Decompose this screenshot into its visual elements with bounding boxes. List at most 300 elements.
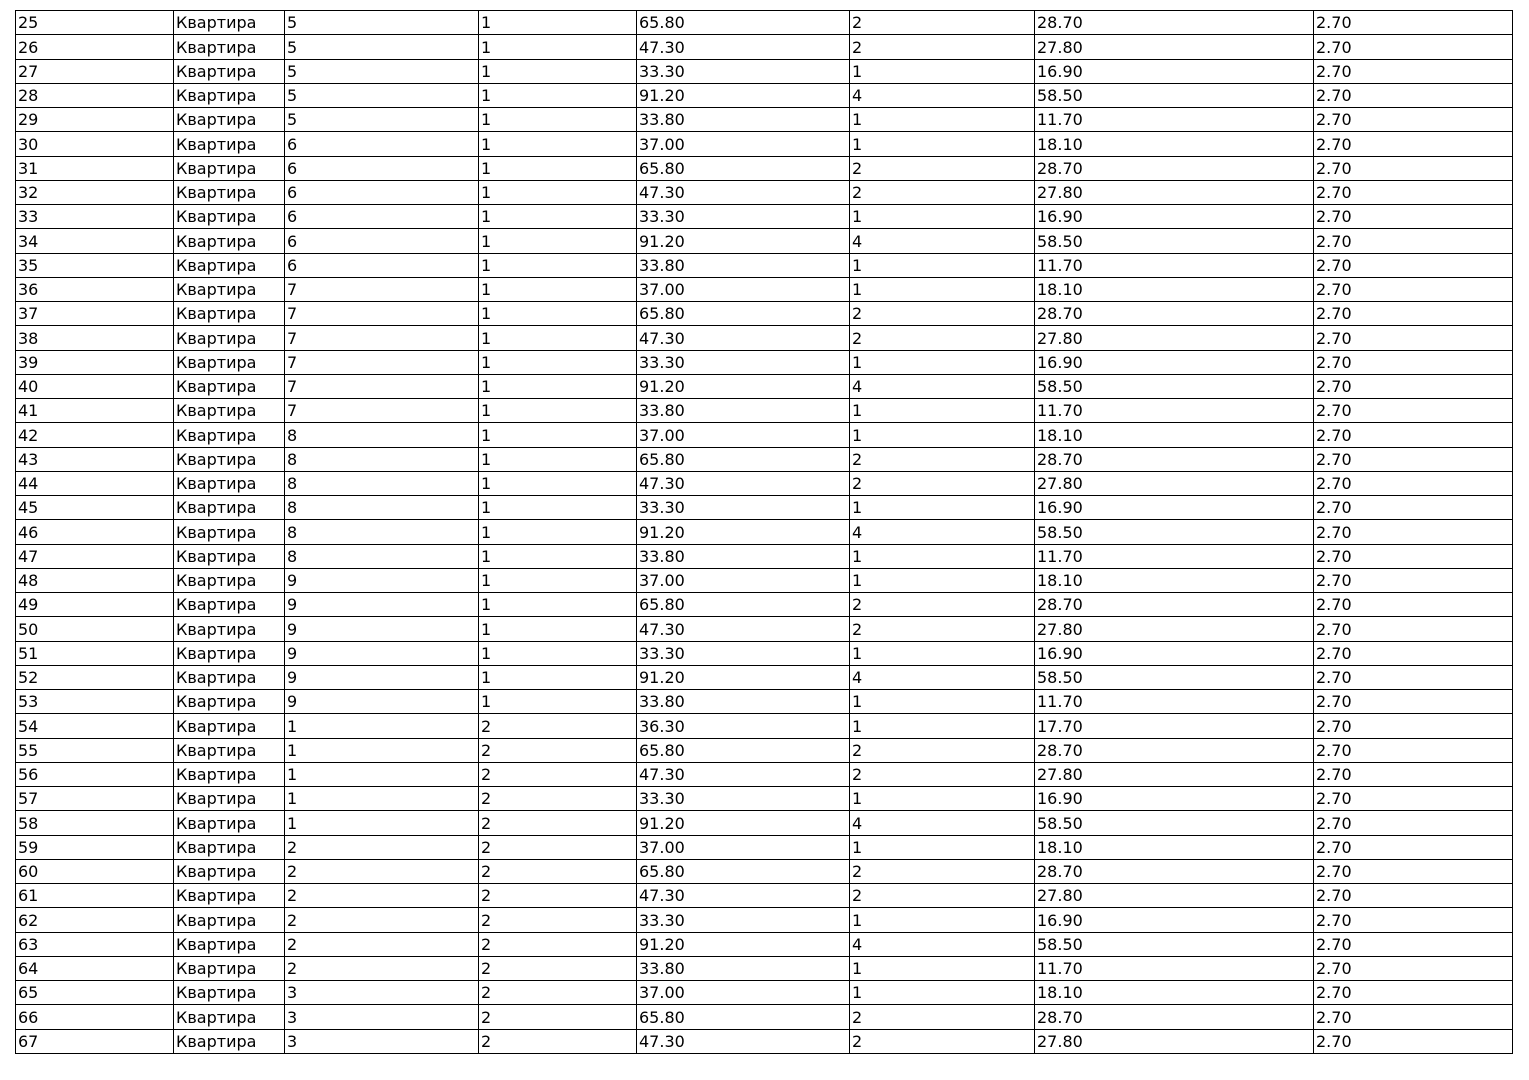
floor-cell: 1 <box>479 132 637 156</box>
ceiling-height-cell: 2.70 <box>1314 835 1513 859</box>
table-row <box>16 253 1513 277</box>
total-area-cell: 47.30 <box>637 1029 850 1053</box>
premise-type: Квартира <box>174 156 285 180</box>
premise-type: Квартира <box>174 520 285 544</box>
row-number: 26 <box>16 35 174 59</box>
total-area-cell: 91.20 <box>637 811 850 835</box>
premise-type: Квартира <box>174 350 285 374</box>
row-number: 64 <box>16 956 174 980</box>
total-area-cell: 65.80 <box>637 738 850 762</box>
floor-cell: 1 <box>479 253 637 277</box>
table-row <box>16 132 1513 156</box>
floor-cell: 1 <box>479 593 637 617</box>
total-area-cell: 65.80 <box>637 447 850 471</box>
entrance-cell: 2 <box>285 908 479 932</box>
total-area-cell: 47.30 <box>637 471 850 495</box>
living-area-cell: 58.50 <box>1035 520 1314 544</box>
row-number: 45 <box>16 496 174 520</box>
entrance-cell: 9 <box>285 641 479 665</box>
ceiling-height-cell: 2.70 <box>1314 253 1513 277</box>
table-row <box>16 544 1513 568</box>
table-row <box>16 423 1513 447</box>
living-area-cell: 27.80 <box>1035 617 1314 641</box>
table-row <box>16 1029 1513 1053</box>
entrance-cell: 5 <box>285 108 479 132</box>
premise-type: Квартира <box>174 835 285 859</box>
entrance-cell: 2 <box>285 932 479 956</box>
table-row <box>16 205 1513 229</box>
entrance-cell: 8 <box>285 496 479 520</box>
rooms-cell: 1 <box>850 496 1035 520</box>
living-area-cell: 18.10 <box>1035 835 1314 859</box>
ceiling-height-cell: 2.70 <box>1314 108 1513 132</box>
floor-cell: 1 <box>479 423 637 447</box>
total-area-cell: 91.20 <box>637 932 850 956</box>
entrance-cell: 1 <box>285 762 479 786</box>
premise-type: Квартира <box>174 593 285 617</box>
ceiling-height-cell: 2.70 <box>1314 981 1513 1005</box>
entrance-cell: 8 <box>285 423 479 447</box>
entrance-cell: 6 <box>285 229 479 253</box>
entrance-cell: 9 <box>285 690 479 714</box>
floor-cell: 2 <box>479 1029 637 1053</box>
living-area-cell: 28.70 <box>1035 447 1314 471</box>
entrance-cell: 8 <box>285 520 479 544</box>
living-area-cell: 58.50 <box>1035 665 1314 689</box>
total-area-cell: 33.80 <box>637 956 850 980</box>
ceiling-height-cell: 2.70 <box>1314 568 1513 592</box>
living-area-cell: 16.90 <box>1035 205 1314 229</box>
row-number: 44 <box>16 471 174 495</box>
premise-type: Квартира <box>174 374 285 398</box>
rooms-cell: 2 <box>850 593 1035 617</box>
floor-cell: 1 <box>479 399 637 423</box>
table-row <box>16 908 1513 932</box>
total-area-cell: 33.80 <box>637 544 850 568</box>
total-area-cell: 37.00 <box>637 132 850 156</box>
rooms-cell: 2 <box>850 35 1035 59</box>
floor-cell: 1 <box>479 302 637 326</box>
entrance-cell: 7 <box>285 277 479 301</box>
rooms-cell: 2 <box>850 738 1035 762</box>
total-area-cell: 47.30 <box>637 326 850 350</box>
total-area-cell: 65.80 <box>637 1005 850 1029</box>
living-area-cell: 27.80 <box>1035 326 1314 350</box>
rooms-cell: 2 <box>850 617 1035 641</box>
total-area-cell: 33.30 <box>637 59 850 83</box>
floor-cell: 1 <box>479 471 637 495</box>
ceiling-height-cell: 2.70 <box>1314 714 1513 738</box>
ceiling-height-cell: 2.70 <box>1314 884 1513 908</box>
rooms-cell: 1 <box>850 568 1035 592</box>
floor-cell: 2 <box>479 981 637 1005</box>
total-area-cell: 65.80 <box>637 859 850 883</box>
total-area-cell: 47.30 <box>637 180 850 204</box>
floor-cell: 1 <box>479 447 637 471</box>
premise-type: Квартира <box>174 665 285 689</box>
entrance-cell: 3 <box>285 1005 479 1029</box>
entrance-cell: 3 <box>285 1029 479 1053</box>
floor-cell: 1 <box>479 641 637 665</box>
entrance-cell: 5 <box>285 83 479 107</box>
row-number: 48 <box>16 568 174 592</box>
total-area-cell: 33.80 <box>637 690 850 714</box>
total-area-cell: 47.30 <box>637 617 850 641</box>
ceiling-height-cell: 2.70 <box>1314 326 1513 350</box>
ceiling-height-cell: 2.70 <box>1314 1029 1513 1053</box>
premise-type: Квартира <box>174 423 285 447</box>
row-number: 41 <box>16 399 174 423</box>
living-area-cell: 18.10 <box>1035 277 1314 301</box>
row-number: 29 <box>16 108 174 132</box>
living-area-cell: 58.50 <box>1035 932 1314 956</box>
entrance-cell: 1 <box>285 787 479 811</box>
row-number: 39 <box>16 350 174 374</box>
total-area-cell: 91.20 <box>637 665 850 689</box>
total-area-cell: 91.20 <box>637 520 850 544</box>
premise-type: Квартира <box>174 884 285 908</box>
table-row <box>16 108 1513 132</box>
ceiling-height-cell: 2.70 <box>1314 350 1513 374</box>
living-area-cell: 28.70 <box>1035 11 1314 35</box>
row-number: 59 <box>16 835 174 859</box>
entrance-cell: 7 <box>285 374 479 398</box>
living-area-cell: 58.50 <box>1035 229 1314 253</box>
premise-type: Квартира <box>174 738 285 762</box>
total-area-cell: 33.30 <box>637 350 850 374</box>
entrance-cell: 5 <box>285 11 479 35</box>
row-number: 61 <box>16 884 174 908</box>
rooms-cell: 2 <box>850 1029 1035 1053</box>
premise-type: Квартира <box>174 762 285 786</box>
rooms-cell: 2 <box>850 1005 1035 1029</box>
entrance-cell: 6 <box>285 205 479 229</box>
living-area-cell: 11.70 <box>1035 108 1314 132</box>
row-number: 66 <box>16 1005 174 1029</box>
floor-cell: 2 <box>479 738 637 762</box>
premise-type: Квартира <box>174 859 285 883</box>
table-row <box>16 59 1513 83</box>
total-area-cell: 37.00 <box>637 981 850 1005</box>
ceiling-height-cell: 2.70 <box>1314 787 1513 811</box>
table-row <box>16 350 1513 374</box>
living-area-cell: 18.10 <box>1035 132 1314 156</box>
floor-cell: 1 <box>479 180 637 204</box>
table-row <box>16 690 1513 714</box>
ceiling-height-cell: 2.70 <box>1314 762 1513 786</box>
ceiling-height-cell: 2.70 <box>1314 1005 1513 1029</box>
floor-cell: 1 <box>479 277 637 301</box>
ceiling-height-cell: 2.70 <box>1314 277 1513 301</box>
living-area-cell: 18.10 <box>1035 981 1314 1005</box>
row-number: 58 <box>16 811 174 835</box>
ceiling-height-cell: 2.70 <box>1314 132 1513 156</box>
entrance-cell: 8 <box>285 471 479 495</box>
entrance-cell: 1 <box>285 811 479 835</box>
row-number: 32 <box>16 180 174 204</box>
entrance-cell: 7 <box>285 399 479 423</box>
premise-type: Квартира <box>174 714 285 738</box>
living-area-cell: 27.80 <box>1035 884 1314 908</box>
living-area-cell: 18.10 <box>1035 568 1314 592</box>
rooms-cell: 1 <box>850 714 1035 738</box>
total-area-cell: 91.20 <box>637 229 850 253</box>
floor-cell: 1 <box>479 59 637 83</box>
row-number: 56 <box>16 762 174 786</box>
ceiling-height-cell: 2.70 <box>1314 423 1513 447</box>
premise-type: Квартира <box>174 690 285 714</box>
floor-cell: 2 <box>479 762 637 786</box>
rooms-cell: 1 <box>850 277 1035 301</box>
floor-cell: 2 <box>479 787 637 811</box>
row-number: 65 <box>16 981 174 1005</box>
premise-type: Квартира <box>174 956 285 980</box>
rooms-cell: 1 <box>850 59 1035 83</box>
rooms-cell: 1 <box>850 399 1035 423</box>
rooms-cell: 2 <box>850 859 1035 883</box>
total-area-cell: 37.00 <box>637 423 850 447</box>
rooms-cell: 1 <box>850 132 1035 156</box>
premise-type: Квартира <box>174 908 285 932</box>
premise-type: Квартира <box>174 132 285 156</box>
premise-type: Квартира <box>174 35 285 59</box>
living-area-cell: 11.70 <box>1035 544 1314 568</box>
entrance-cell: 2 <box>285 884 479 908</box>
entrance-cell: 2 <box>285 956 479 980</box>
total-area-cell: 91.20 <box>637 374 850 398</box>
floor-cell: 1 <box>479 35 637 59</box>
floor-cell: 2 <box>479 859 637 883</box>
total-area-cell: 33.30 <box>637 908 850 932</box>
rooms-cell: 1 <box>850 690 1035 714</box>
ceiling-height-cell: 2.70 <box>1314 302 1513 326</box>
ceiling-height-cell: 2.70 <box>1314 180 1513 204</box>
floor-cell: 2 <box>479 908 637 932</box>
premise-type: Квартира <box>174 811 285 835</box>
row-number: 27 <box>16 59 174 83</box>
row-number: 35 <box>16 253 174 277</box>
entrance-cell: 5 <box>285 35 479 59</box>
total-area-cell: 65.80 <box>637 593 850 617</box>
ceiling-height-cell: 2.70 <box>1314 956 1513 980</box>
row-number: 47 <box>16 544 174 568</box>
row-number: 57 <box>16 787 174 811</box>
entrance-cell: 9 <box>285 665 479 689</box>
floor-cell: 1 <box>479 156 637 180</box>
row-number: 33 <box>16 205 174 229</box>
living-area-cell: 27.80 <box>1035 35 1314 59</box>
table-row <box>16 787 1513 811</box>
rooms-cell: 1 <box>850 205 1035 229</box>
row-number: 53 <box>16 690 174 714</box>
rooms-cell: 2 <box>850 302 1035 326</box>
floor-cell: 1 <box>479 690 637 714</box>
premise-type: Квартира <box>174 83 285 107</box>
living-area-cell: 28.70 <box>1035 156 1314 180</box>
total-area-cell: 65.80 <box>637 11 850 35</box>
rooms-cell: 1 <box>850 108 1035 132</box>
living-area-cell: 28.70 <box>1035 738 1314 762</box>
entrance-cell: 5 <box>285 59 479 83</box>
floor-cell: 1 <box>479 326 637 350</box>
premise-type: Квартира <box>174 326 285 350</box>
table-row <box>16 811 1513 835</box>
total-area-cell: 65.80 <box>637 156 850 180</box>
floor-cell: 1 <box>479 617 637 641</box>
rooms-cell: 1 <box>850 544 1035 568</box>
table-row <box>16 35 1513 59</box>
total-area-cell: 33.80 <box>637 253 850 277</box>
ceiling-height-cell: 2.70 <box>1314 932 1513 956</box>
ceiling-height-cell: 2.70 <box>1314 738 1513 762</box>
entrance-cell: 7 <box>285 350 479 374</box>
rooms-cell: 4 <box>850 83 1035 107</box>
table-row <box>16 641 1513 665</box>
premise-type: Квартира <box>174 180 285 204</box>
premise-type: Квартира <box>174 11 285 35</box>
entrance-cell: 6 <box>285 132 479 156</box>
total-area-cell: 47.30 <box>637 762 850 786</box>
entrance-cell: 9 <box>285 617 479 641</box>
ceiling-height-cell: 2.70 <box>1314 59 1513 83</box>
premise-type: Квартира <box>174 471 285 495</box>
living-area-cell: 11.70 <box>1035 399 1314 423</box>
row-number: 34 <box>16 229 174 253</box>
premise-type: Квартира <box>174 617 285 641</box>
total-area-cell: 37.00 <box>637 277 850 301</box>
rooms-cell: 4 <box>850 811 1035 835</box>
floor-cell: 1 <box>479 665 637 689</box>
floor-cell: 1 <box>479 108 637 132</box>
living-area-cell: 27.80 <box>1035 471 1314 495</box>
rooms-cell: 4 <box>850 665 1035 689</box>
total-area-cell: 33.30 <box>637 641 850 665</box>
ceiling-height-cell: 2.70 <box>1314 617 1513 641</box>
row-number: 52 <box>16 665 174 689</box>
total-area-cell: 47.30 <box>637 884 850 908</box>
floor-cell: 1 <box>479 520 637 544</box>
floor-cell: 1 <box>479 205 637 229</box>
table-row <box>16 762 1513 786</box>
table-row <box>16 859 1513 883</box>
rooms-cell: 1 <box>850 835 1035 859</box>
ceiling-height-cell: 2.70 <box>1314 665 1513 689</box>
row-number: 46 <box>16 520 174 544</box>
total-area-cell: 33.80 <box>637 399 850 423</box>
total-area-cell: 33.30 <box>637 205 850 229</box>
ceiling-height-cell: 2.70 <box>1314 593 1513 617</box>
premise-type: Квартира <box>174 59 285 83</box>
total-area-cell: 37.00 <box>637 568 850 592</box>
floor-cell: 1 <box>479 568 637 592</box>
ceiling-height-cell: 2.70 <box>1314 374 1513 398</box>
rooms-cell: 2 <box>850 762 1035 786</box>
row-number: 55 <box>16 738 174 762</box>
table-row <box>16 617 1513 641</box>
row-number: 60 <box>16 859 174 883</box>
table-row <box>16 956 1513 980</box>
living-area-cell: 16.90 <box>1035 787 1314 811</box>
ceiling-height-cell: 2.70 <box>1314 690 1513 714</box>
ceiling-height-cell: 2.70 <box>1314 520 1513 544</box>
premise-type: Квартира <box>174 277 285 301</box>
premise-type: Квартира <box>174 496 285 520</box>
rooms-cell: 1 <box>850 423 1035 447</box>
table-row <box>16 180 1513 204</box>
living-area-cell: 28.70 <box>1035 593 1314 617</box>
entrance-cell: 6 <box>285 253 479 277</box>
living-area-cell: 28.70 <box>1035 302 1314 326</box>
row-number: 25 <box>16 11 174 35</box>
table-row <box>16 399 1513 423</box>
table-row <box>16 277 1513 301</box>
entrance-cell: 1 <box>285 714 479 738</box>
rooms-cell: 2 <box>850 447 1035 471</box>
table-row <box>16 83 1513 107</box>
living-area-cell: 16.90 <box>1035 641 1314 665</box>
premise-type: Квартира <box>174 1029 285 1053</box>
living-area-cell: 16.90 <box>1035 496 1314 520</box>
entrance-cell: 3 <box>285 981 479 1005</box>
table-body <box>16 11 1513 1054</box>
living-area-cell: 16.90 <box>1035 350 1314 374</box>
rooms-cell: 2 <box>850 326 1035 350</box>
living-area-cell: 11.70 <box>1035 956 1314 980</box>
total-area-cell: 33.80 <box>637 108 850 132</box>
floor-cell: 1 <box>479 496 637 520</box>
ceiling-height-cell: 2.70 <box>1314 447 1513 471</box>
entrance-cell: 7 <box>285 302 479 326</box>
premise-type: Квартира <box>174 447 285 471</box>
premise-type: Квартира <box>174 253 285 277</box>
ceiling-height-cell: 2.70 <box>1314 83 1513 107</box>
total-area-cell: 36.30 <box>637 714 850 738</box>
entrance-cell: 9 <box>285 593 479 617</box>
row-number: 40 <box>16 374 174 398</box>
rooms-cell: 2 <box>850 156 1035 180</box>
living-area-cell: 16.90 <box>1035 59 1314 83</box>
ceiling-height-cell: 2.70 <box>1314 11 1513 35</box>
ceiling-height-cell: 2.70 <box>1314 908 1513 932</box>
row-number: 38 <box>16 326 174 350</box>
rooms-cell: 1 <box>850 787 1035 811</box>
floor-cell: 2 <box>479 884 637 908</box>
premise-type: Квартира <box>174 108 285 132</box>
table-row <box>16 884 1513 908</box>
entrance-cell: 7 <box>285 326 479 350</box>
entrance-cell: 8 <box>285 544 479 568</box>
rooms-cell: 4 <box>850 520 1035 544</box>
table-row <box>16 981 1513 1005</box>
premise-type: Квартира <box>174 205 285 229</box>
entrance-cell: 6 <box>285 180 479 204</box>
premise-type: Квартира <box>174 641 285 665</box>
floor-cell: 1 <box>479 544 637 568</box>
living-area-cell: 58.50 <box>1035 811 1314 835</box>
rooms-cell: 2 <box>850 884 1035 908</box>
total-area-cell: 47.30 <box>637 35 850 59</box>
floor-cell: 1 <box>479 229 637 253</box>
living-area-cell: 17.70 <box>1035 714 1314 738</box>
rooms-cell: 1 <box>850 981 1035 1005</box>
total-area-cell: 33.30 <box>637 496 850 520</box>
ceiling-height-cell: 2.70 <box>1314 544 1513 568</box>
table-row <box>16 714 1513 738</box>
ceiling-height-cell: 2.70 <box>1314 471 1513 495</box>
row-number: 31 <box>16 156 174 180</box>
row-number: 28 <box>16 83 174 107</box>
table-row <box>16 1005 1513 1029</box>
